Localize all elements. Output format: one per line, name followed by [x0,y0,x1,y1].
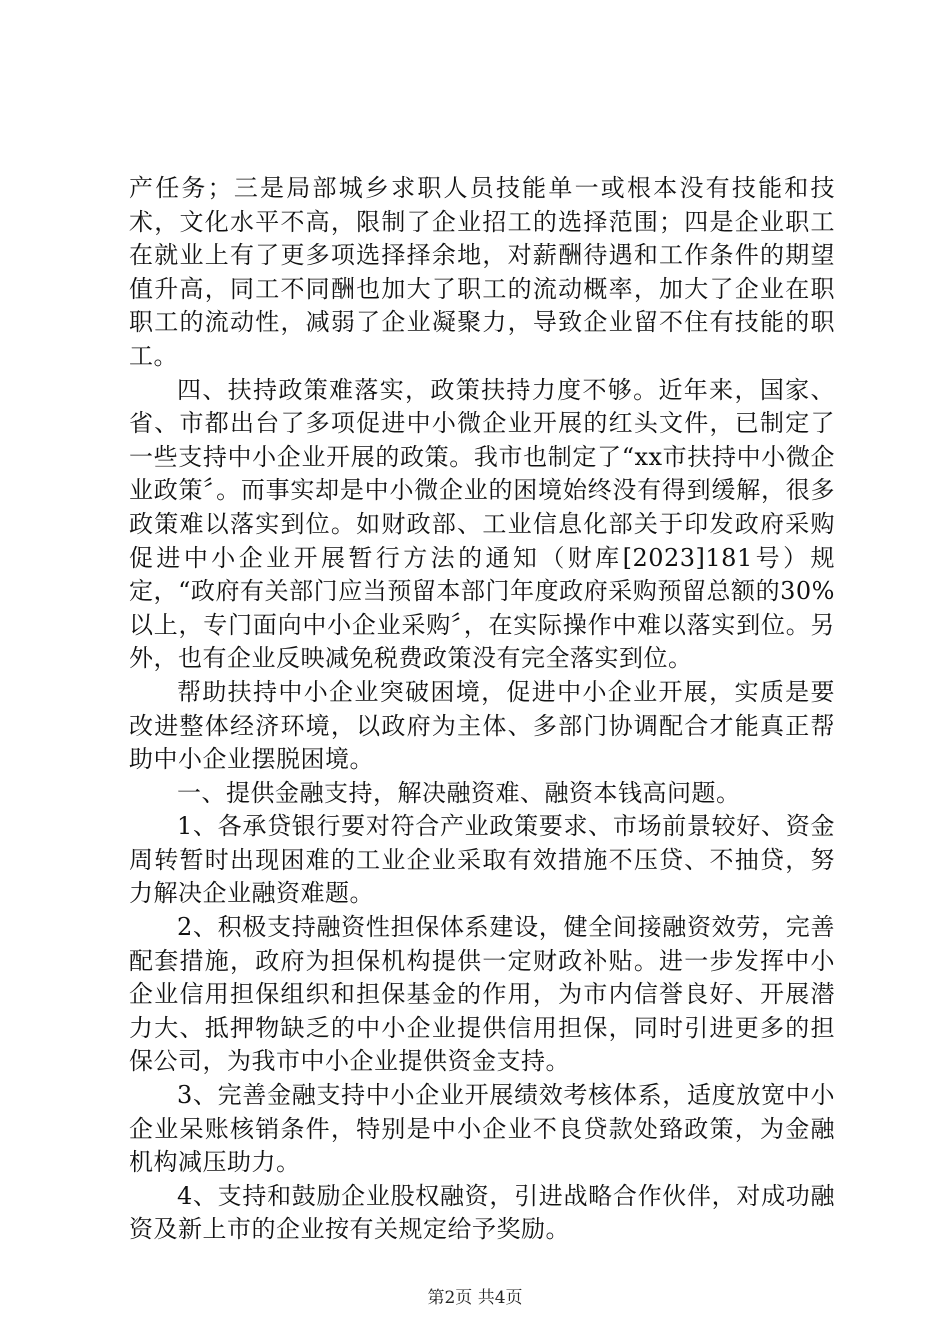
paragraph-item-1: 1、各承贷银行要对符合产业政策要求、市场前景较好、资金周转暂时出现困难的工业企业采取有效措施不压贷、不抽贷，努力解决企业融资难题。 [129,812,835,908]
paragraph-item-3: 3、完善金融支持中小企业开展绩效考核体系，适度放宽中小企业呆账核销条件，特别是中小企业不良贷款处臵政策，为金融机构减压助力。 [129,1081,835,1177]
section-heading-finance: 一、提供金融支持，解决融资难、融资本钱高问题。 [177,778,741,807]
paragraph-summary: 帮助扶持中小企业突破困境，促进中小企业开展，实质是要改进整体经济环境，以政府为主体、多部门协调配合才能真正帮助中小企业摆脱困境。 [129,677,835,774]
paragraph-continuation: 产任务；三是局部城乡求职人员技能单一或根本没有技能和技术，文化水平不高，限制了企业招工的选择范围；四是企业职工在就业上有了更多项选择择余地，对薪酬待遇和工作条件的期望值升高，同工不同酬也加大了职工的流动概率，加大了企业在职职工的流动性，减弱了企业凝聚力，导致企业留不住有技能的职工。 [129,174,835,370]
document-body [129,172,835,1247]
paragraph-item-2: 2、积极支持融资性担保体系建设，健全间接融资效劳，完善配套措施，政府为担保机构提供一定财政补贴。进一步发挥中小企业信用担保组织和担保基金的作用，为市内信誉良好、开展潜力大、抵押物缺乏的中小企业提供信用担保，同时引进更多的担保公司，为我市中小企业提供资金支持。 [129,913,835,1076]
paragraph-item-4: 4、支持和鼓励企业股权融资，引进战略合作伙伴，对成功融资及新上市的企业按有关规定给予奖励。 [129,1181,835,1244]
page-footer: 第2页 共4页 [427,1288,523,1308]
paragraph-policy-issue: 四、扶持政策难落实，政策扶持力度不够。近年来，国家、省、市都出台了多项促进中小微企业开展的红头文件，已制定了一些支持中小企业开展的政策。我市也制定了“xx市扶持中小微企业政策〞。而事实却是中小微企业的困境始终没有得到缓解，很多政策难以落实到位。如财政部、工业信息化部关于印发政府采购促进中小企业开展暂行方法的通知（财库[2023]181号）规定，“政府有关部门应当预留本部门年度政府采购预留总额的30%以上，专门面向中小企业采购〞，在实际操作中难以落实到位。另外，也有企业反映减免税费政策没有完全落实到位。 [129,375,835,673]
